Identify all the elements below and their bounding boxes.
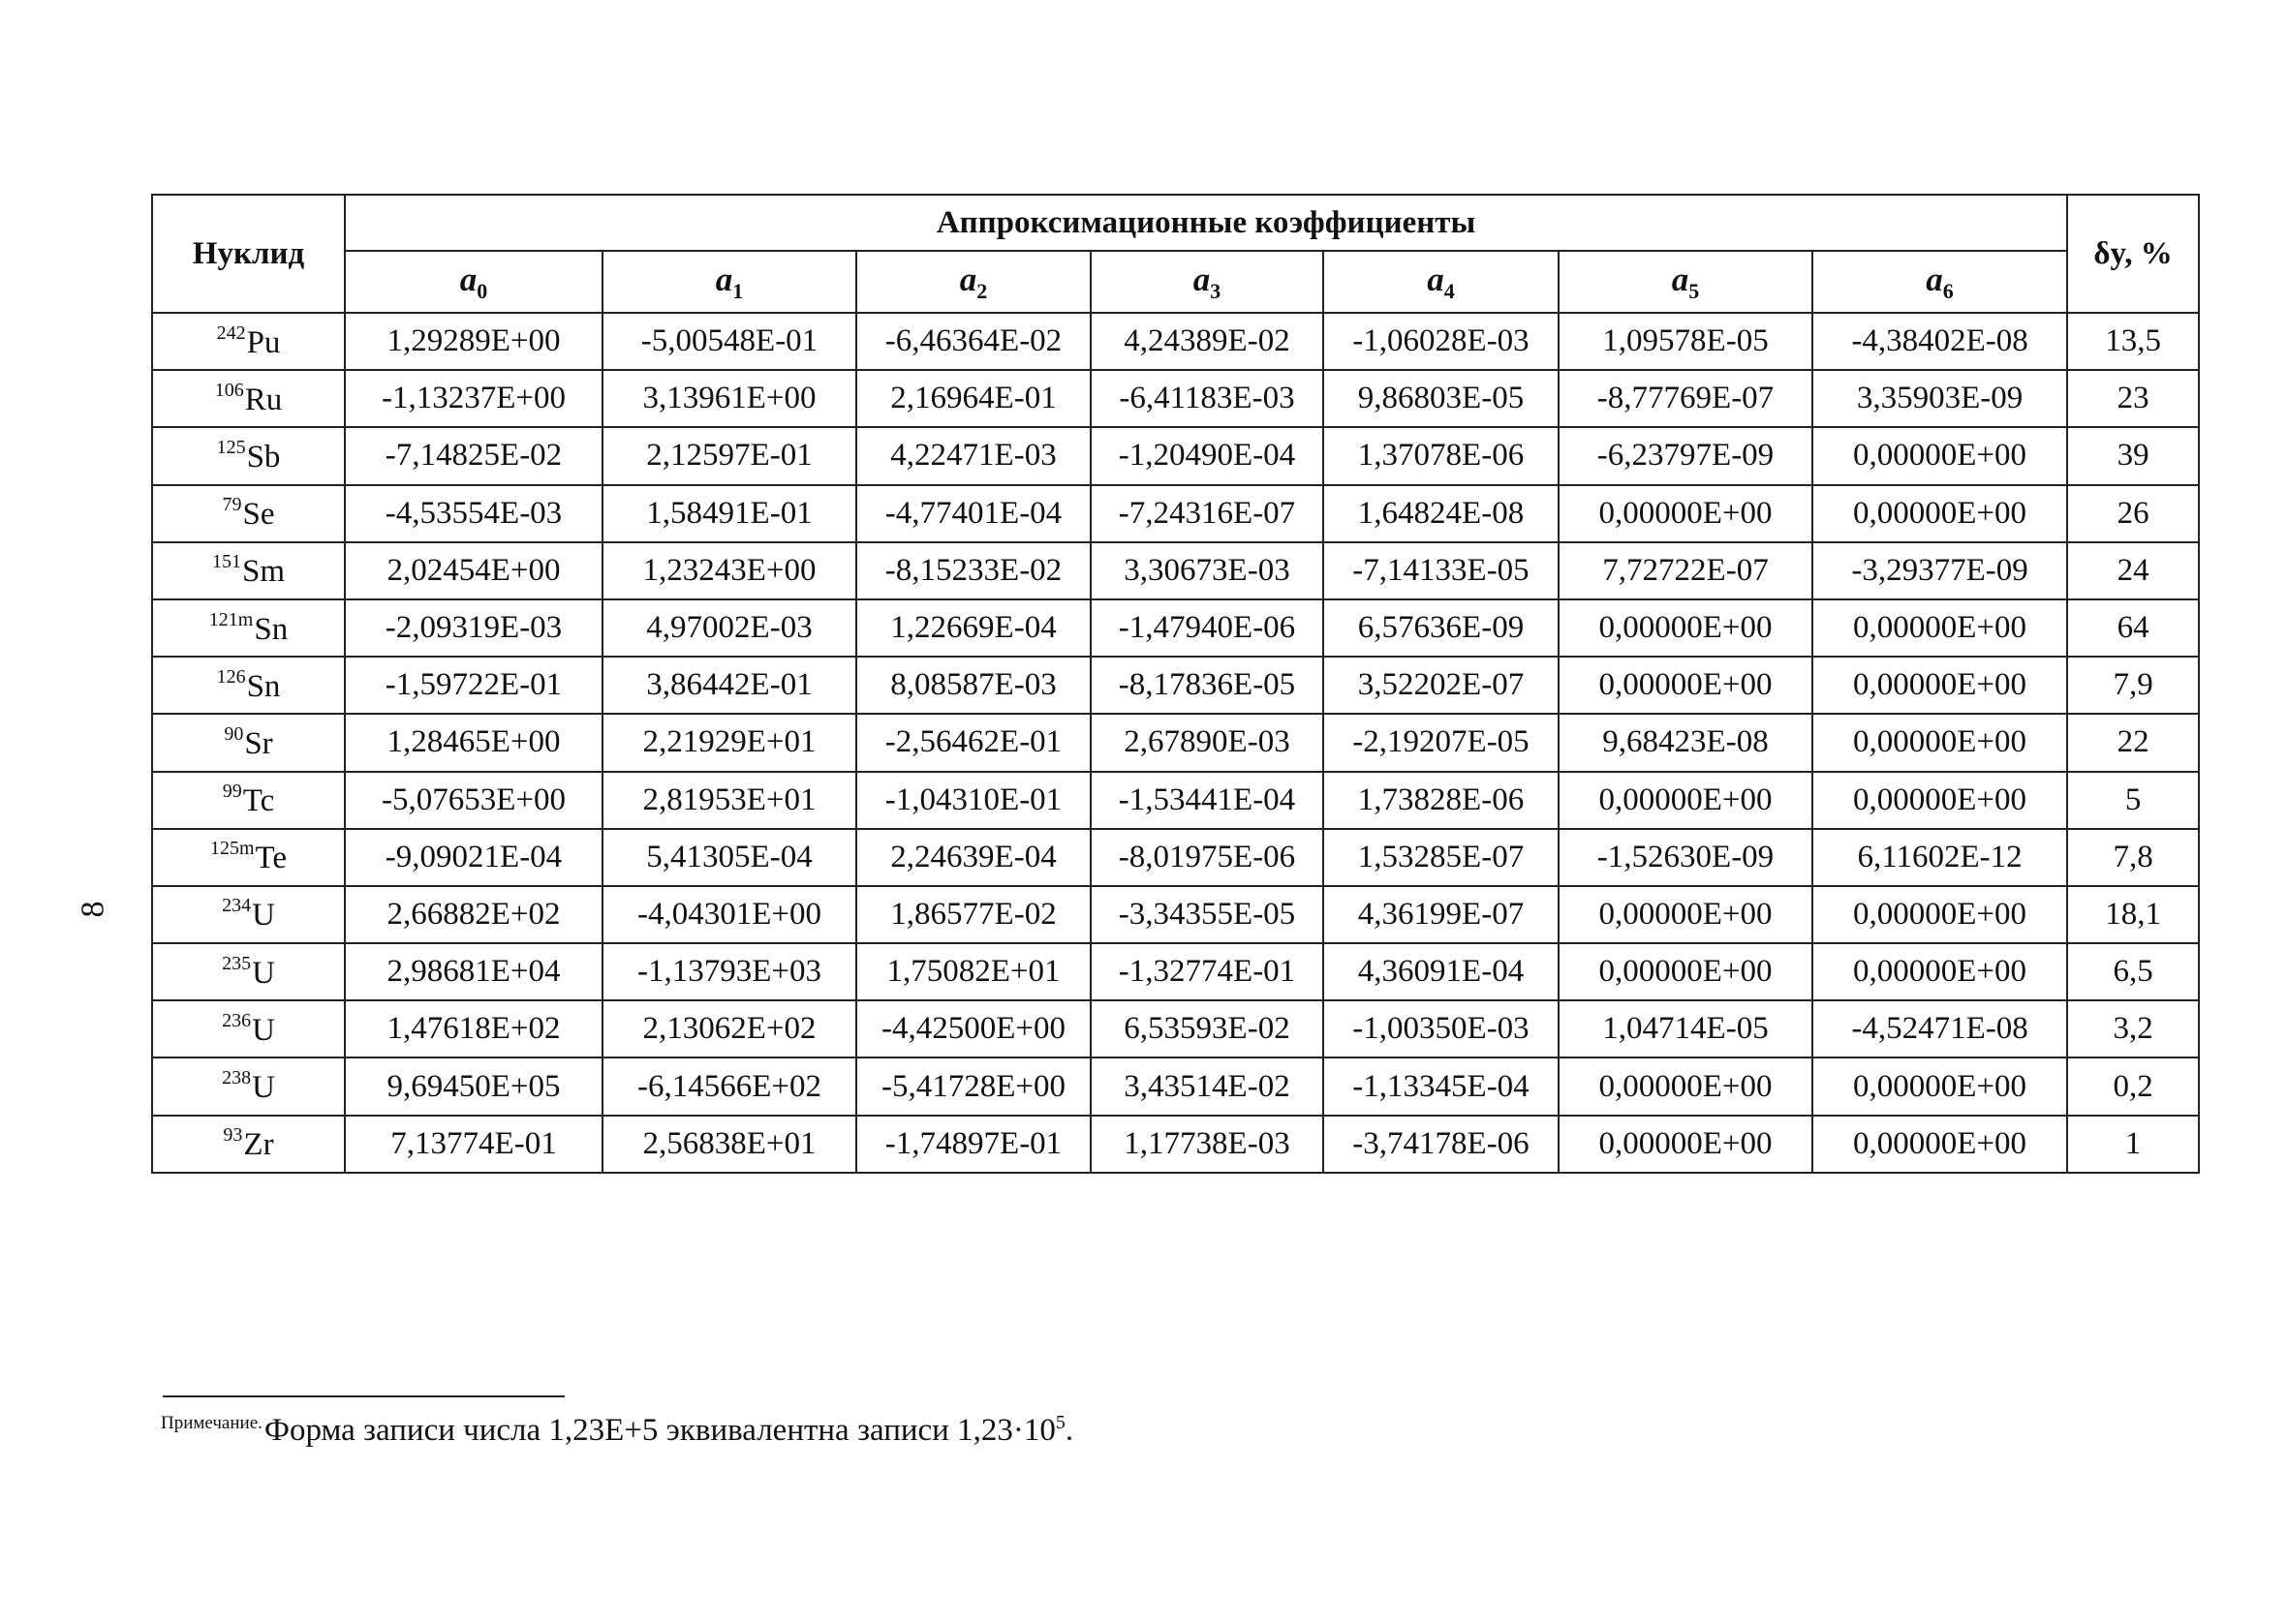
- coefficients-header: Аппроксимационные коэффициенты: [345, 195, 2067, 251]
- coef-cell-a0: -7,14825E-02: [345, 427, 603, 484]
- table-row: [152, 427, 2199, 484]
- coef-cell-a1: -6,14566E+02: [603, 1057, 856, 1115]
- footnote-exponent: 5: [1055, 1412, 1066, 1433]
- coef-cell-a1: 2,12597E-01: [603, 427, 856, 484]
- coef-cell-a6: 0,00000E+00: [1812, 886, 2067, 943]
- coef-cell-a2: 2,16964E-01: [856, 370, 1091, 427]
- coef-symbol: a: [715, 260, 733, 298]
- delta-cell: 6,5: [2067, 943, 2199, 1000]
- mass-number: 236: [222, 1009, 252, 1031]
- coef-cell-a2: -4,42500E+00: [856, 1000, 1091, 1057]
- table-row: [152, 829, 2199, 886]
- delta-cell: 3,2: [2067, 1000, 2199, 1057]
- nuclide-cell: [152, 772, 345, 829]
- coef-cell-a0: 1,28465E+00: [345, 714, 603, 771]
- mass-number: 151: [211, 551, 241, 573]
- coef-cell-a3: 2,67890E-03: [1091, 714, 1323, 771]
- nuclide-cell: [152, 714, 345, 771]
- coef-cell-a5: 0,00000E+00: [1559, 599, 1812, 657]
- delta-cell: 39: [2067, 427, 2199, 484]
- coef-cell-a2: 8,08587E-03: [856, 657, 1091, 714]
- header-row-top: [152, 195, 2199, 251]
- coef-index: 1: [732, 278, 744, 303]
- element-symbol: Tc: [242, 783, 275, 819]
- nuclide-cell: [152, 370, 345, 427]
- table-row: [152, 599, 2199, 657]
- coef-cell-a5: 1,04714E-05: [1559, 1000, 1812, 1057]
- coef-cell-a5: -1,52630E-09: [1559, 829, 1812, 886]
- coef-cell-a2: -5,41728E+00: [856, 1057, 1091, 1115]
- coef-cell-a3: -1,47940E-06: [1091, 599, 1323, 657]
- delta-cell: 0,2: [2067, 1057, 2199, 1115]
- element-symbol: U: [252, 1070, 275, 1106]
- coef-cell-a1: 1,58491E-01: [603, 485, 856, 542]
- table-row: [152, 370, 2199, 427]
- delta-cell: 26: [2067, 485, 2199, 542]
- table-row: [152, 714, 2199, 771]
- nuclide-cell: [152, 542, 345, 599]
- coef-cell-a3: -1,32774E-01: [1091, 943, 1323, 1000]
- coef-symbol: a: [1671, 260, 1689, 298]
- table-row: [152, 542, 2199, 599]
- footnote-label: Примечание.: [161, 1413, 263, 1433]
- coef-cell-a4: 1,64824E-08: [1323, 485, 1559, 542]
- coef-cell-a3: -1,53441E-04: [1091, 772, 1323, 829]
- coef-cell-a0: 1,47618E+02: [345, 1000, 603, 1057]
- coef-cell-a6: 6,11602E-12: [1812, 829, 2067, 886]
- nuclide-cell: [152, 313, 345, 370]
- coef-cell-a3: 6,53593E-02: [1091, 1000, 1323, 1057]
- coef-cell-a4: 3,52202E-07: [1323, 657, 1559, 714]
- element-symbol: Sr: [244, 725, 273, 761]
- coef-cell-a1: 2,21929E+01: [603, 714, 856, 771]
- nuclide-cell: [152, 1057, 345, 1115]
- mass-number: 238: [222, 1067, 252, 1089]
- delta-cell: 7,8: [2067, 829, 2199, 886]
- coef-cell-a5: 7,72722E-07: [1559, 542, 1812, 599]
- nuclide-cell: [152, 1116, 345, 1173]
- table-body: [152, 313, 2199, 1173]
- coef-cell-a0: 2,02454E+00: [345, 542, 603, 599]
- coef-index: 6: [1942, 278, 1954, 303]
- coef-cell-a5: 0,00000E+00: [1559, 485, 1812, 542]
- coef-cell-a2: 1,86577E-02: [856, 886, 1091, 943]
- element-symbol: U: [252, 1012, 275, 1048]
- table-row: [152, 1057, 2199, 1115]
- coef-cell-a4: -7,14133E-05: [1323, 542, 1559, 599]
- coef-symbol: a: [959, 260, 977, 298]
- coef-cell-a3: -6,41183E-03: [1091, 370, 1323, 427]
- mass-number: 106: [214, 379, 244, 401]
- coef-cell-a6: 0,00000E+00: [1812, 485, 2067, 542]
- mass-number: 235: [222, 952, 252, 974]
- coef-cell-a3: -8,17836E-05: [1091, 657, 1323, 714]
- coef-cell-a3: 1,17738E-03: [1091, 1116, 1323, 1173]
- coef-cell-a6: 0,00000E+00: [1812, 1057, 2067, 1115]
- mass-number: 121m: [208, 608, 254, 630]
- coef-cell-a2: 4,22471E-03: [856, 427, 1091, 484]
- coef-cell-a5: 0,00000E+00: [1559, 886, 1812, 943]
- coef-cell-a5: -8,77769E-07: [1559, 370, 1812, 427]
- coef-cell-a4: 9,86803E-05: [1323, 370, 1559, 427]
- coef-cell-a2: -4,77401E-04: [856, 485, 1091, 542]
- coef-cell-a5: 0,00000E+00: [1559, 943, 1812, 1000]
- table-row: [152, 485, 2199, 542]
- element-symbol: Se: [242, 497, 275, 533]
- coef-cell-a0: 1,29289E+00: [345, 313, 603, 370]
- coef-header-a3: [1091, 251, 1323, 313]
- coef-symbol: a: [1192, 260, 1211, 298]
- delta-cell: 23: [2067, 370, 2199, 427]
- mass-number: 125: [216, 436, 246, 458]
- coef-cell-a0: -5,07653E+00: [345, 772, 603, 829]
- coef-cell-a0: -1,13237E+00: [345, 370, 603, 427]
- element-symbol: Te: [255, 841, 288, 876]
- delta-cell: 22: [2067, 714, 2199, 771]
- mass-number: 90: [224, 722, 244, 745]
- nuclide-cell: [152, 657, 345, 714]
- nuclide-cell: [152, 485, 345, 542]
- mass-number: 93: [223, 1124, 243, 1147]
- page-number: 8: [75, 901, 111, 918]
- coef-cell-a5: -6,23797E-09: [1559, 427, 1812, 484]
- nuclide-cell: [152, 1000, 345, 1057]
- coef-header-a4: [1323, 251, 1559, 313]
- coef-header-a0: [345, 251, 603, 313]
- coef-symbol: a: [1427, 260, 1444, 298]
- coef-cell-a3: -3,34355E-05: [1091, 886, 1323, 943]
- coefficients-table: [151, 194, 2200, 1174]
- coef-cell-a4: -2,19207E-05: [1323, 714, 1559, 771]
- coef-header-a6: [1812, 251, 2067, 313]
- coef-index: 3: [1210, 278, 1221, 303]
- table-row: [152, 943, 2199, 1000]
- coef-cell-a1: -1,13793E+03: [603, 943, 856, 1000]
- coef-cell-a3: -8,01975E-06: [1091, 829, 1323, 886]
- coef-cell-a2: 2,24639E-04: [856, 829, 1091, 886]
- element-symbol: Sn: [254, 611, 289, 647]
- coef-cell-a2: -2,56462E-01: [856, 714, 1091, 771]
- coef-cell-a1: -4,04301E+00: [603, 886, 856, 943]
- coef-cell-a3: 3,30673E-03: [1091, 542, 1323, 599]
- footnote-text: Форма записи числа 1,23E+5 эквивалентна записи 1,23·10: [263, 1413, 1056, 1448]
- table-row: [152, 1116, 2199, 1173]
- coef-cell-a6: -4,52471E-08: [1812, 1000, 2067, 1057]
- coef-header-a1: [603, 251, 856, 313]
- coef-cell-a2: -1,74897E-01: [856, 1116, 1091, 1173]
- mass-number: 79: [222, 494, 242, 516]
- coef-cell-a0: -4,53554E-03: [345, 485, 603, 542]
- coef-cell-a6: 0,00000E+00: [1812, 714, 2067, 771]
- coef-cell-a6: -4,38402E-08: [1812, 313, 2067, 370]
- element-symbol: Ru: [244, 382, 283, 417]
- mass-number: 234: [222, 895, 252, 917]
- coef-cell-a5: 0,00000E+00: [1559, 1116, 1812, 1173]
- table-row: [152, 657, 2199, 714]
- nuclide-cell: [152, 427, 345, 484]
- coef-cell-a4: -1,06028E-03: [1323, 313, 1559, 370]
- coef-cell-a0: 9,69450E+05: [345, 1057, 603, 1115]
- coef-cell-a5: 1,09578E-05: [1559, 313, 1812, 370]
- delta-cell: 1: [2067, 1116, 2199, 1173]
- delta-cell: 5: [2067, 772, 2199, 829]
- coef-index: 2: [976, 278, 988, 303]
- delta-cell: 13,5: [2067, 313, 2199, 370]
- mass-number: 126: [216, 665, 246, 688]
- coef-cell-a1: 1,23243E+00: [603, 542, 856, 599]
- mass-number: 99: [222, 781, 242, 803]
- coef-cell-a4: 4,36199E-07: [1323, 886, 1559, 943]
- coef-cell-a1: 3,13961E+00: [603, 370, 856, 427]
- coef-cell-a6: 0,00000E+00: [1812, 657, 2067, 714]
- coef-cell-a6: 0,00000E+00: [1812, 772, 2067, 829]
- table-row: [152, 1000, 2199, 1057]
- coef-cell-a5: 0,00000E+00: [1559, 1057, 1812, 1115]
- coef-symbol: a: [459, 260, 478, 298]
- coef-cell-a4: 6,57636E-09: [1323, 599, 1559, 657]
- element-symbol: Sb: [246, 439, 281, 475]
- coef-cell-a4: 1,53285E-07: [1323, 829, 1559, 886]
- coef-cell-a2: -8,15233E-02: [856, 542, 1091, 599]
- delta-cell: 24: [2067, 542, 2199, 599]
- coef-cell-a1: 4,97002E-03: [603, 599, 856, 657]
- coef-cell-a0: -2,09319E-03: [345, 599, 603, 657]
- coef-header-a5: [1559, 251, 1812, 313]
- coef-cell-a6: 0,00000E+00: [1812, 1116, 2067, 1173]
- coef-cell-a3: -7,24316E-07: [1091, 485, 1323, 542]
- coef-cell-a3: -1,20490E-04: [1091, 427, 1323, 484]
- coef-index: 0: [477, 278, 488, 303]
- mass-number: 242: [216, 322, 246, 344]
- delta-cell: 18,1: [2067, 886, 2199, 943]
- table-row: [152, 886, 2199, 943]
- coef-cell-a2: -6,46364E-02: [856, 313, 1091, 370]
- coef-cell-a5: 9,68423E-08: [1559, 714, 1812, 771]
- coef-cell-a1: 2,13062E+02: [603, 1000, 856, 1057]
- coef-cell-a1: 3,86442E-01: [603, 657, 856, 714]
- table-row: [152, 313, 2199, 370]
- coef-cell-a4: -3,74178E-06: [1323, 1116, 1559, 1173]
- coef-cell-a0: -1,59722E-01: [345, 657, 603, 714]
- element-symbol: Zr: [243, 1127, 274, 1163]
- nuclide-cell: [152, 943, 345, 1000]
- coef-cell-a2: -1,04310E-01: [856, 772, 1091, 829]
- coef-cell-a4: -1,00350E-03: [1323, 1000, 1559, 1057]
- coef-cell-a2: 1,75082E+01: [856, 943, 1091, 1000]
- element-symbol: Sn: [246, 668, 281, 704]
- mass-number: 125m: [209, 838, 255, 860]
- delta-cell: 64: [2067, 599, 2199, 657]
- delta-cell: 7,9: [2067, 657, 2199, 714]
- delta-header: δy, %: [2067, 195, 2199, 313]
- footnote-rule: [163, 1395, 565, 1397]
- coef-cell-a6: -3,29377E-09: [1812, 542, 2067, 599]
- coef-cell-a1: 2,56838E+01: [603, 1116, 856, 1173]
- footnote: [161, 1412, 1073, 1449]
- coef-cell-a4: -1,13345E-04: [1323, 1057, 1559, 1115]
- nuclide-cell: [152, 599, 345, 657]
- header-row-coefficients: [152, 251, 2199, 313]
- element-symbol: Sm: [241, 554, 286, 590]
- coef-cell-a2: 1,22669E-04: [856, 599, 1091, 657]
- element-symbol: U: [252, 955, 275, 991]
- coef-cell-a0: 2,66882E+02: [345, 886, 603, 943]
- coef-cell-a4: 1,37078E-06: [1323, 427, 1559, 484]
- coef-cell-a1: 5,41305E-04: [603, 829, 856, 886]
- element-symbol: U: [252, 898, 275, 934]
- coef-cell-a3: 3,43514E-02: [1091, 1057, 1323, 1115]
- coef-symbol: a: [1926, 260, 1943, 298]
- coef-cell-a1: 2,81953E+01: [603, 772, 856, 829]
- coef-cell-a0: 2,98681E+04: [345, 943, 603, 1000]
- coef-cell-a4: 4,36091E-04: [1323, 943, 1559, 1000]
- coef-cell-a6: 0,00000E+00: [1812, 427, 2067, 484]
- coef-cell-a3: 4,24389E-02: [1091, 313, 1323, 370]
- coef-cell-a6: 0,00000E+00: [1812, 943, 2067, 1000]
- coef-cell-a6: 0,00000E+00: [1812, 599, 2067, 657]
- nuclide-header: Нуклид: [152, 195, 345, 313]
- table-row: [152, 772, 2199, 829]
- coef-cell-a0: 7,13774E-01: [345, 1116, 603, 1173]
- nuclide-cell: [152, 829, 345, 886]
- coef-header-a2: [856, 251, 1091, 313]
- coef-cell-a6: 3,35903E-09: [1812, 370, 2067, 427]
- coef-index: 5: [1688, 278, 1700, 303]
- nuclide-cell: [152, 886, 345, 943]
- coef-cell-a5: 0,00000E+00: [1559, 657, 1812, 714]
- coef-cell-a5: 0,00000E+00: [1559, 772, 1812, 829]
- coef-cell-a1: -5,00548E-01: [603, 313, 856, 370]
- coef-cell-a4: 1,73828E-06: [1323, 772, 1559, 829]
- element-symbol: Pu: [246, 324, 281, 360]
- coef-cell-a0: -9,09021E-04: [345, 829, 603, 886]
- footnote-end: .: [1065, 1413, 1074, 1448]
- coef-index: 4: [1443, 278, 1455, 303]
